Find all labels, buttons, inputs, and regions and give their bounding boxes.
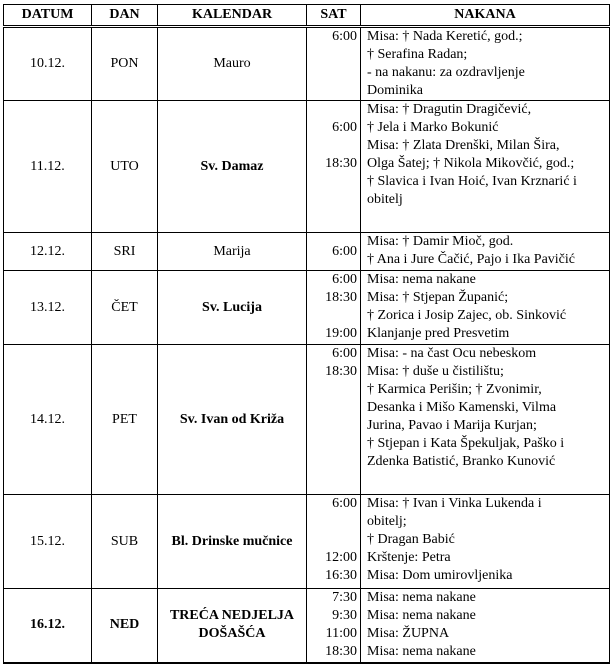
sat-cell: 6:00 18:30	[307, 101, 361, 233]
dan-cell: PET	[92, 345, 158, 495]
dan-cell: SUB	[92, 495, 158, 589]
kalendar-cell: Marija	[158, 233, 307, 271]
nakana-cell: Misa: nema nakane Misa: † Stjepan Županić; † Zorica i Josip Zajec, ob. Sinković Klanjanje pred Presvetim	[361, 271, 610, 345]
dan-cell: NED	[92, 589, 158, 663]
kalendar-cell: Sv. Damaz	[158, 101, 307, 233]
dan-cell: SRI	[92, 233, 158, 271]
nakana-cell: Misa: † Damir Mioč, god. † Ana i Jure Čačić, Pajo i Ika Pavičić	[361, 233, 610, 271]
table-row	[4, 589, 610, 663]
table-row	[4, 27, 610, 101]
dan-cell: PON	[92, 27, 158, 101]
table-row	[4, 345, 610, 495]
nakana-cell: Misa: - na čast Ocu nebeskom Misa: † duše u čistilištu; † Karmica Perišin; † Zvonimir, Desanka i Mišo Kamenski, Vilma Jurina, Pavao i Marija Kurjan; † Stjepan i Kata Špekuljak, Paško i Zdenka Batistić, Branko Kunović	[361, 345, 610, 495]
header-nakana: NAKANA	[361, 5, 610, 27]
kalendar-cell: Bl. Drinske mučnice	[158, 495, 307, 589]
table-row	[4, 495, 610, 589]
mass-schedule-table	[3, 4, 610, 664]
sat-cell: 6:00	[307, 233, 361, 271]
datum-cell: 12.12.	[4, 233, 92, 271]
kalendar-cell: Sv. Lucija	[158, 271, 307, 345]
sat-cell: 6:00 18:30	[307, 345, 361, 495]
header-kalendar: KALENDAR	[158, 5, 307, 27]
nakana-cell: Misa: † Dragutin Dragičević, † Jela i Marko Bokunić Misa: † Zlata Drenški, Milan Šira, Olga Šatej; † Nikola Mikovčić, god.; † Slavica i Ivan Hoić, Ivan Krznarić i obitelj	[361, 101, 610, 233]
table-row	[4, 271, 610, 345]
sat-cell: 7:30 9:30 11:00 18:30	[307, 589, 361, 663]
datum-cell: 11.12.	[4, 101, 92, 233]
datum-cell: 14.12.	[4, 345, 92, 495]
sat-cell: 6:00 12:00 16:30	[307, 495, 361, 589]
nakana-cell: Misa: nema nakane Misa: nema nakane Misa: ŽUPNA Misa: nema nakane	[361, 589, 610, 663]
datum-cell: 13.12.	[4, 271, 92, 345]
kalendar-cell: Sv. Ivan od Križa	[158, 345, 307, 495]
header-row	[4, 5, 610, 27]
sat-cell: 6:00 18:30 19:00	[307, 271, 361, 345]
header-datum: DATUM	[4, 5, 92, 27]
dan-cell: UTO	[92, 101, 158, 233]
header-dan: DAN	[92, 5, 158, 27]
datum-cell: 10.12.	[4, 27, 92, 101]
sat-cell: 6:00	[307, 27, 361, 101]
datum-cell: 15.12.	[4, 495, 92, 589]
datum-cell: 16.12.	[4, 589, 92, 663]
nakana-cell: Misa: † Nada Keretić, god.; † Serafina Radan; - na nakanu: za ozdravljenje Dominika	[361, 27, 610, 101]
kalendar-cell: Mauro	[158, 27, 307, 101]
kalendar-cell: TREĆA NEDJELJA DOŠAŠĆA	[158, 589, 307, 663]
dan-cell: ČET	[92, 271, 158, 345]
nakana-cell: Misa: † Ivan i Vinka Lukenda i obitelj; † Dragan Babić Krštenje: Petra Misa: Dom umirovljenika	[361, 495, 610, 589]
header-sat: SAT	[307, 5, 361, 27]
table-row	[4, 233, 610, 271]
table-row	[4, 101, 610, 233]
